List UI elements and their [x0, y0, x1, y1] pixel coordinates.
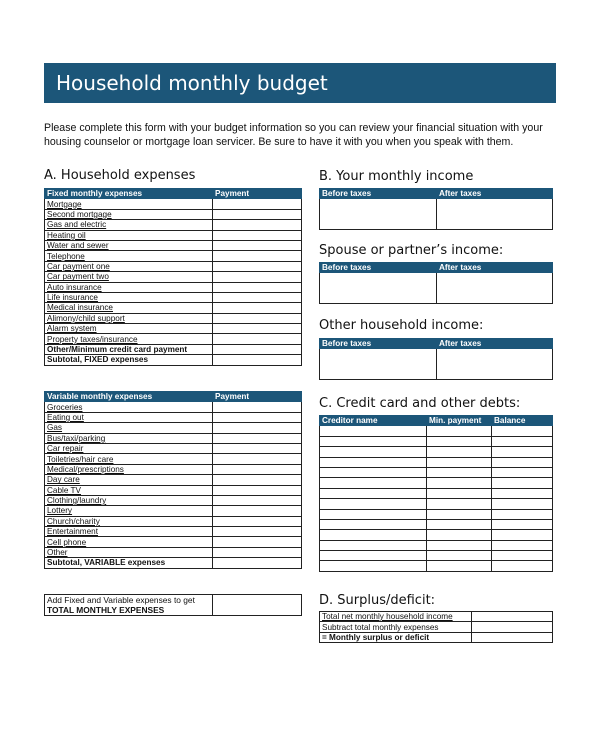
- column-header: Balance: [492, 416, 553, 426]
- table-row: [45, 506, 302, 516]
- payment-field[interactable]: [213, 547, 302, 557]
- surplus-label: Total net monthly household income: [320, 612, 472, 622]
- min-payment-field[interactable]: [427, 488, 492, 498]
- creditor-name-field[interactable]: [320, 447, 427, 457]
- column-header: Before taxes: [320, 263, 437, 273]
- payment-field[interactable]: [213, 423, 302, 433]
- creditor-name-field[interactable]: [320, 499, 427, 509]
- payment-field[interactable]: [213, 464, 302, 474]
- payment-field[interactable]: [213, 412, 302, 422]
- total-expenses-label: Add Fixed and Variable expenses to get TOTAL MONTHLY EXPENSES: [45, 595, 213, 616]
- balance-field[interactable]: [492, 499, 553, 509]
- payment-field[interactable]: [213, 558, 302, 568]
- table-row: [320, 530, 553, 540]
- total-expenses-table: [44, 594, 302, 616]
- balance-field[interactable]: [492, 519, 553, 529]
- creditor-name-field[interactable]: [320, 519, 427, 529]
- expense-label: Entertainment: [45, 527, 213, 537]
- balance-field[interactable]: [492, 561, 553, 571]
- expense-label: Water and sewer: [45, 240, 213, 250]
- min-payment-field[interactable]: [427, 478, 492, 488]
- table-row: [45, 334, 302, 344]
- table-row: [320, 467, 553, 477]
- payment-field[interactable]: [213, 344, 302, 354]
- expense-label: Car payment two: [45, 272, 213, 282]
- expense-label: Toiletries/hair care: [45, 454, 213, 464]
- page-title: Household monthly budget: [44, 63, 556, 103]
- payment-field[interactable]: [213, 475, 302, 485]
- min-payment-field[interactable]: [427, 436, 492, 446]
- table-row: [45, 282, 302, 292]
- subtotal-label: Other/Minimum credit card payment: [45, 344, 213, 354]
- table-row: [320, 632, 553, 642]
- surplus-label: = Monthly surplus or deficit: [320, 632, 472, 642]
- table-row: [320, 199, 553, 230]
- table-row: [45, 537, 302, 547]
- table-row: [45, 355, 302, 365]
- expense-label: Heating oil: [45, 230, 213, 240]
- table-row: [45, 313, 302, 323]
- payment-field[interactable]: [213, 527, 302, 537]
- table-row: [320, 447, 553, 457]
- balance-field[interactable]: [492, 540, 553, 550]
- payment-field[interactable]: [213, 282, 302, 292]
- amount-field[interactable]: [472, 612, 553, 622]
- creditor-name-field[interactable]: [320, 467, 427, 477]
- payment-field[interactable]: [213, 251, 302, 261]
- expense-label: Bus/taxi/parking: [45, 433, 213, 443]
- creditor-name-field[interactable]: [320, 561, 427, 571]
- table-row: [45, 240, 302, 250]
- balance-field[interactable]: [492, 551, 553, 561]
- min-payment-field[interactable]: [427, 426, 492, 436]
- creditor-name-field[interactable]: [320, 436, 427, 446]
- table-row: [45, 558, 302, 568]
- min-payment-field[interactable]: [427, 457, 492, 467]
- expense-label: Gas: [45, 423, 213, 433]
- table-header: [320, 416, 553, 426]
- payment-field[interactable]: [213, 506, 302, 516]
- column-header: Variable monthly expenses: [45, 392, 213, 402]
- column-header: Min. payment: [427, 416, 492, 426]
- expense-label: Car payment one: [45, 261, 213, 271]
- table-row: [320, 426, 553, 436]
- min-payment-field[interactable]: [427, 509, 492, 519]
- table-row: [320, 273, 553, 304]
- table-row: [45, 443, 302, 453]
- after-taxes-field[interactable]: [437, 273, 553, 304]
- payment-field[interactable]: [213, 454, 302, 464]
- total-expenses-field[interactable]: [213, 595, 302, 616]
- balance-field[interactable]: [492, 488, 553, 498]
- payment-field[interactable]: [213, 402, 302, 412]
- table-row: [45, 527, 302, 537]
- table-row: [45, 292, 302, 302]
- balance-field[interactable]: [492, 436, 553, 446]
- payment-field[interactable]: [213, 199, 302, 209]
- creditor-name-field[interactable]: [320, 478, 427, 488]
- section-d-heading: D. Surplus/deficit:: [319, 593, 436, 608]
- creditor-name-field[interactable]: [320, 540, 427, 550]
- expense-label: Auto insurance: [45, 282, 213, 292]
- expense-label: Lottery: [45, 506, 213, 516]
- payment-field[interactable]: [213, 303, 302, 313]
- expense-label: Cell phone: [45, 537, 213, 547]
- expense-label: Medical insurance: [45, 303, 213, 313]
- column-header: Before taxes: [320, 339, 437, 349]
- payment-field[interactable]: [213, 230, 302, 240]
- table-row: [45, 464, 302, 474]
- creditor-name-field[interactable]: [320, 426, 427, 436]
- variable-expenses-table: [44, 391, 302, 569]
- table-row: [45, 547, 302, 557]
- expense-label: Car repair: [45, 443, 213, 453]
- debts-table: [319, 415, 553, 572]
- table-row: [320, 488, 553, 498]
- amount-field[interactable]: [472, 632, 553, 642]
- after-taxes-field[interactable]: [437, 199, 553, 230]
- table-row: [320, 499, 553, 509]
- table-row: [320, 551, 553, 561]
- balance-field[interactable]: [492, 457, 553, 467]
- expense-label: Life insurance: [45, 292, 213, 302]
- payment-field[interactable]: [213, 334, 302, 344]
- subtotal-label: Subtotal, FIXED expenses: [45, 355, 213, 365]
- expense-label: Second mortgage: [45, 209, 213, 219]
- balance-field[interactable]: [492, 467, 553, 477]
- payment-field[interactable]: [213, 261, 302, 271]
- table-row: [45, 412, 302, 422]
- table-row: [45, 324, 302, 334]
- expense-label: Alimony/child support: [45, 313, 213, 323]
- payment-field[interactable]: [213, 220, 302, 230]
- table-row: [320, 457, 553, 467]
- expense-label: Property taxes/insurance: [45, 334, 213, 344]
- balance-field[interactable]: [492, 447, 553, 457]
- before-taxes-field[interactable]: [320, 349, 437, 380]
- expense-label: Other: [45, 547, 213, 557]
- column-header: After taxes: [437, 263, 553, 273]
- section-b-heading: B. Your monthly income: [319, 169, 474, 184]
- table-row: [45, 485, 302, 495]
- balance-field[interactable]: [492, 530, 553, 540]
- column-header: After taxes: [437, 339, 553, 349]
- table-row: [320, 519, 553, 529]
- min-payment-field[interactable]: [427, 447, 492, 457]
- surplus-table: [319, 611, 553, 643]
- table-row: [320, 436, 553, 446]
- min-payment-field[interactable]: [427, 467, 492, 477]
- balance-field[interactable]: [492, 426, 553, 436]
- min-payment-field[interactable]: [427, 540, 492, 550]
- creditor-name-field[interactable]: [320, 488, 427, 498]
- table-row: [45, 303, 302, 313]
- before-taxes-field[interactable]: [320, 199, 437, 230]
- payment-field[interactable]: [213, 537, 302, 547]
- table-row: [320, 509, 553, 519]
- table-row: [45, 209, 302, 219]
- intro-text: Please complete this form with your budget information so you can review your financial situation with your housing counselor or mortgage loan servicer. Be sure to have it with you when you speak with them.: [44, 122, 543, 148]
- subtotal-label: Subtotal, VARIABLE expenses: [45, 558, 213, 568]
- table-row: [320, 612, 553, 622]
- table-row: [320, 478, 553, 488]
- payment-field[interactable]: [213, 485, 302, 495]
- table-row: [45, 475, 302, 485]
- table-row: [45, 272, 302, 282]
- creditor-name-field[interactable]: [320, 530, 427, 540]
- payment-field[interactable]: [213, 240, 302, 250]
- other-income-table: [319, 338, 553, 380]
- min-payment-field[interactable]: [427, 519, 492, 529]
- payment-field[interactable]: [213, 292, 302, 302]
- table-header: [45, 189, 302, 199]
- table-row: [45, 344, 302, 354]
- min-payment-field[interactable]: [427, 530, 492, 540]
- expense-label: Telephone: [45, 251, 213, 261]
- column-header: Payment: [213, 189, 302, 199]
- payment-field[interactable]: [213, 209, 302, 219]
- surplus-label: Subtract total monthly expenses: [320, 622, 472, 632]
- min-payment-field[interactable]: [427, 551, 492, 561]
- payment-field[interactable]: [213, 443, 302, 453]
- spouse-income-heading: Spouse or partner’s income:: [319, 243, 504, 258]
- table-row: [320, 622, 553, 632]
- min-payment-field[interactable]: [427, 499, 492, 509]
- expense-label: Groceries: [45, 402, 213, 412]
- payment-field[interactable]: [213, 433, 302, 443]
- table-row: [45, 423, 302, 433]
- table-row: [45, 251, 302, 261]
- expense-label: Clothing/laundry: [45, 495, 213, 505]
- creditor-name-field[interactable]: [320, 551, 427, 561]
- column-header: Fixed monthly expenses: [45, 189, 213, 199]
- payment-field[interactable]: [213, 324, 302, 334]
- balance-field[interactable]: [492, 509, 553, 519]
- column-header: Payment: [213, 392, 302, 402]
- table-row: [45, 199, 302, 209]
- payment-field[interactable]: [213, 313, 302, 323]
- min-payment-field[interactable]: [427, 561, 492, 571]
- table-row: [320, 561, 553, 571]
- after-taxes-field[interactable]: [437, 349, 553, 380]
- table-header: [45, 392, 302, 402]
- table-row: [45, 516, 302, 526]
- expense-label: Eating out: [45, 412, 213, 422]
- table-header: [320, 189, 553, 199]
- expense-label: Day care: [45, 475, 213, 485]
- table-row: [45, 433, 302, 443]
- table-row: [45, 261, 302, 271]
- balance-field[interactable]: [492, 478, 553, 488]
- table-row: [45, 454, 302, 464]
- amount-field[interactable]: [472, 622, 553, 632]
- section-a-heading: A. Household expenses: [44, 168, 196, 183]
- column-header: Before taxes: [320, 189, 437, 199]
- payment-field[interactable]: [213, 516, 302, 526]
- table-header: [320, 339, 553, 349]
- expense-label: Cable TV: [45, 485, 213, 495]
- payment-field[interactable]: [213, 355, 302, 365]
- table-header: [320, 263, 553, 273]
- payment-field[interactable]: [213, 495, 302, 505]
- fixed-expenses-table: [44, 188, 302, 366]
- other-income-heading: Other household income:: [319, 318, 484, 333]
- table-row: [45, 495, 302, 505]
- expense-label: Church/charity: [45, 516, 213, 526]
- payment-field[interactable]: [213, 272, 302, 282]
- expense-label: Mortgage: [45, 199, 213, 209]
- table-row: [45, 230, 302, 240]
- creditor-name-field[interactable]: [320, 457, 427, 467]
- table-row: [320, 540, 553, 550]
- table-row: [45, 220, 302, 230]
- before-taxes-field[interactable]: [320, 273, 437, 304]
- table-row: [45, 402, 302, 412]
- expense-label: Medical/prescriptions: [45, 464, 213, 474]
- column-header: Creditor name: [320, 416, 427, 426]
- creditor-name-field[interactable]: [320, 509, 427, 519]
- column-header: After taxes: [437, 189, 553, 199]
- section-c-heading: C. Credit card and other debts:: [319, 396, 521, 411]
- expense-label: Alarm system: [45, 324, 213, 334]
- spouse-income-table: [319, 262, 553, 304]
- expense-label: Gas and electric: [45, 220, 213, 230]
- your-income-table: [319, 188, 553, 230]
- table-row: [320, 349, 553, 380]
